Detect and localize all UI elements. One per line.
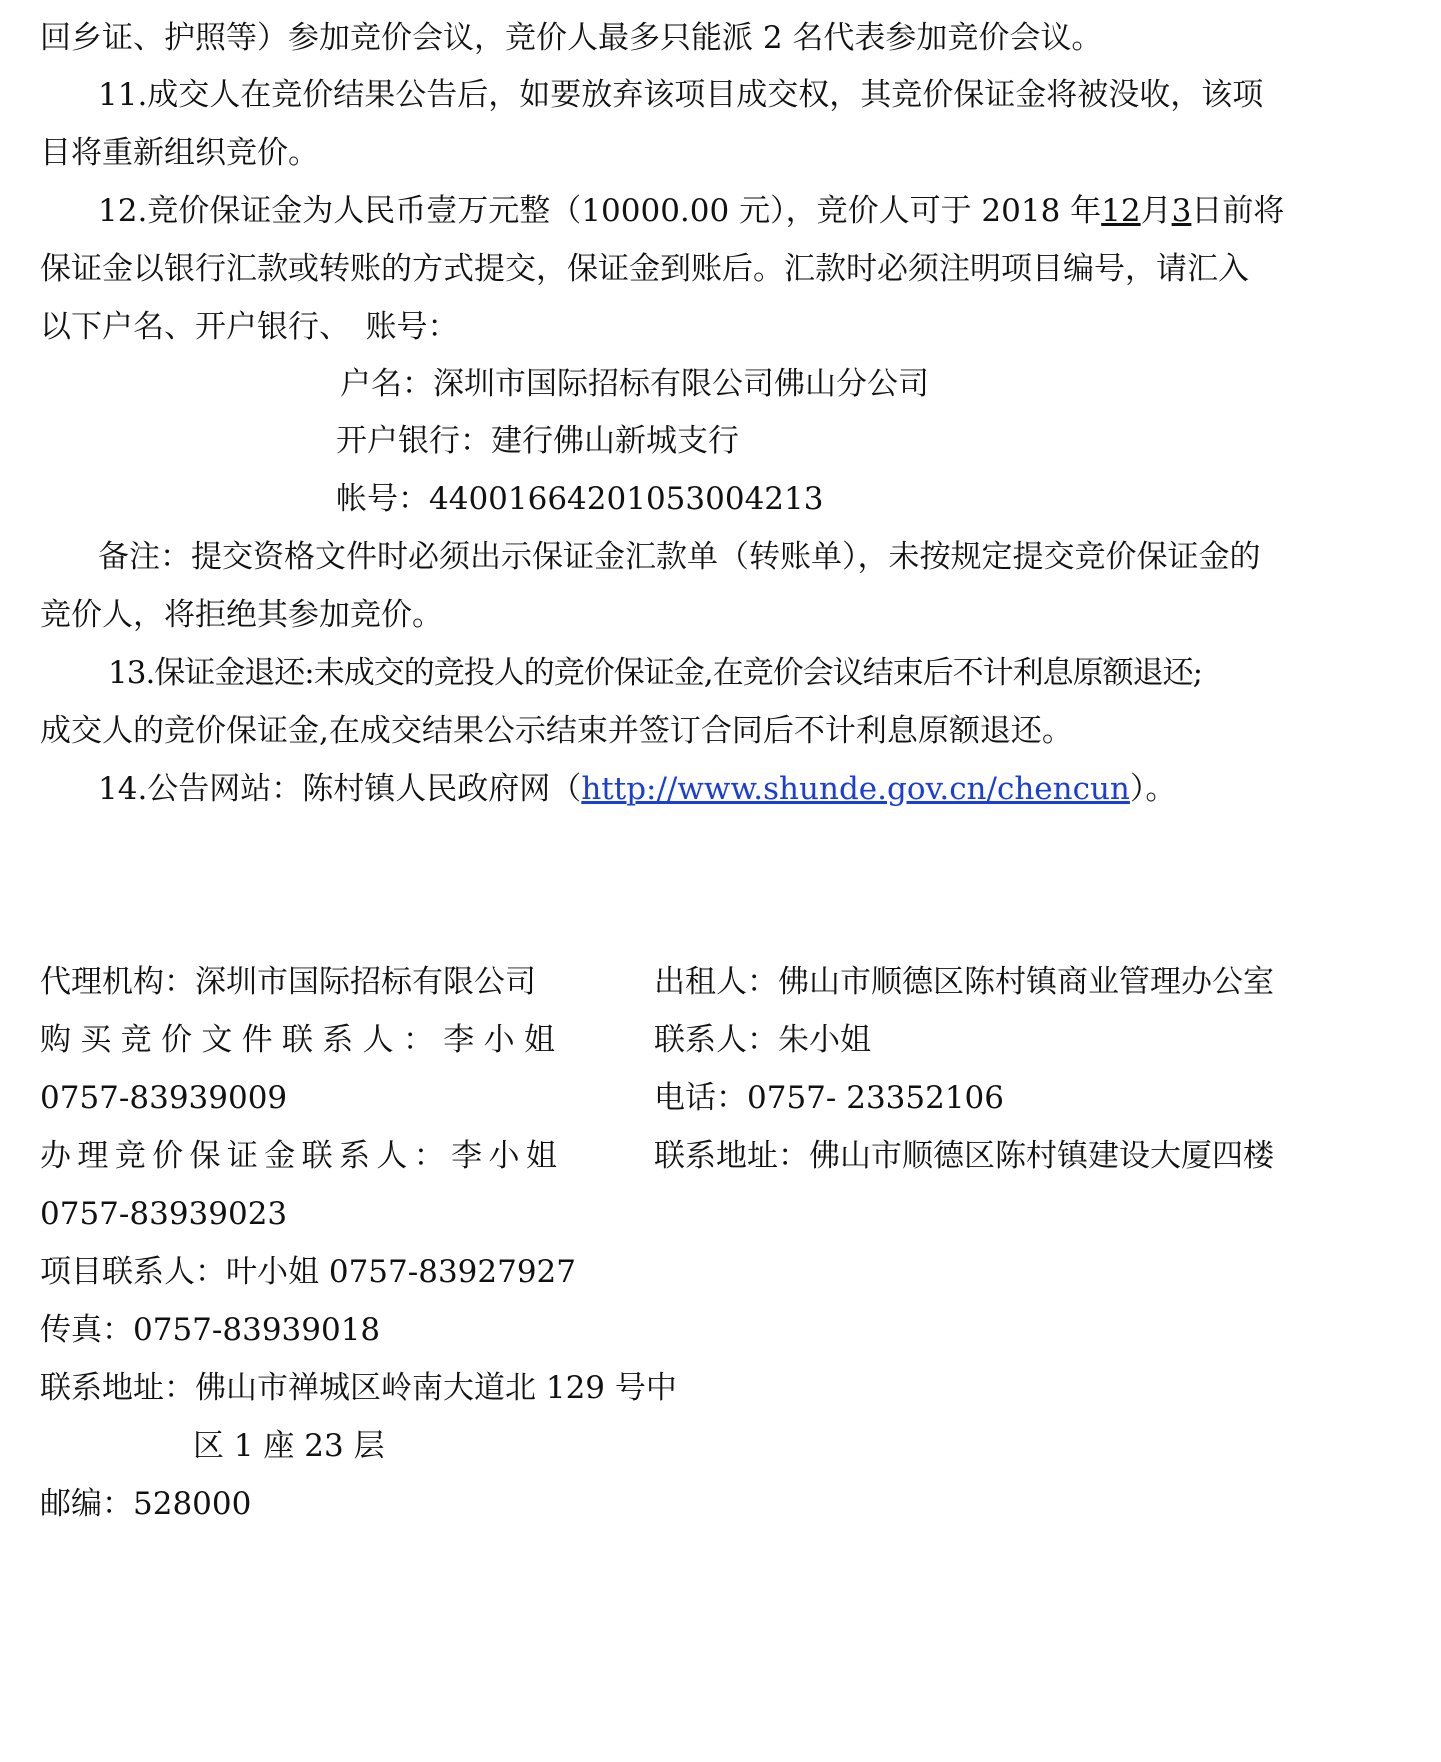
note-line-2: 竞价人，将拒绝其参加竞价。 [40, 597, 443, 633]
note-line-1: 备注：提交资格文件时必须出示保证金汇款单（转账单），未按规定提交竞价保证金的 [98, 539, 1261, 575]
paragraph-14 [98, 769, 1176, 809]
char: 竞 [114, 1138, 146, 1174]
char: 件 [241, 1022, 273, 1058]
char: 联 [281, 1022, 313, 1058]
lessor-name: 出租人：佛山市顺德区陈村镇商业管理办公室 [654, 964, 1274, 1000]
char: 人 [376, 1138, 408, 1174]
paragraph-12-line-1 [98, 191, 1284, 231]
char: 保 [189, 1138, 221, 1174]
agent-address-line-1: 联系地址：佛山市禅城区岭南大道北 129 号中 [40, 1370, 677, 1406]
char: 购 [40, 1022, 71, 1058]
paragraph-10-tail: 回乡证、护照等）参加竞价会议，竞价人最多只能派 2 名代表参加竞价会议。 [40, 20, 1103, 56]
char: ： [402, 1022, 434, 1058]
account-number: 帐号：44001664201053004213 [336, 481, 824, 517]
deposit-amount-text: 12.竞价保证金为人民币壹万元整（10000.00 元），竞价人可于 2018 年 [98, 193, 1102, 229]
char: 理 [77, 1138, 109, 1174]
char: 人 [362, 1022, 394, 1058]
website-link[interactable]: http://www.shunde.gov.cn/chencun [581, 771, 1130, 807]
paragraph-11-line-2: 目将重新组织竞价。 [40, 135, 319, 171]
char: 李 [443, 1022, 475, 1058]
agent-address-line-2: 区 1 座 23 层 [193, 1428, 385, 1464]
purchase-phone: 0757-83939009 [40, 1080, 288, 1116]
char: 文 [201, 1022, 233, 1058]
deposit-phone: 0757-83939023 [40, 1196, 288, 1232]
char: 竞 [120, 1022, 152, 1058]
lessor-address: 联系地址：佛山市顺德区陈村镇建设大厦四楼 [654, 1138, 1274, 1174]
paragraph-12-line-2: 保证金以银行汇款或转账的方式提交，保证金到账后。汇款时必须注明项目编号，请汇入 [40, 251, 1249, 287]
deadline-day: 3 [1171, 193, 1192, 229]
char: 小 [483, 1022, 515, 1058]
agent-postcode: 邮编：528000 [40, 1486, 252, 1522]
account-name: 户名：深圳市国际招标有限公司佛山分公司 [340, 366, 929, 402]
lessor-phone: 电话：0757- 23352106 [654, 1080, 1005, 1116]
char: 姐 [525, 1138, 557, 1174]
website-label: 14.公告网站：陈村镇人民政府网（ [98, 771, 582, 807]
project-contact: 项目联系人：叶小姐 0757-83927927 [40, 1254, 577, 1290]
char: 价 [152, 1138, 184, 1174]
char: 联 [301, 1138, 333, 1174]
agent-fax: 传真：0757-83939018 [40, 1312, 381, 1348]
paragraph-13-line-1: 13.保证金退还:未成交的竞投人的竞价保证金,在竞价会议结束后不计利息原额退还; [108, 655, 1203, 691]
char: ： [413, 1138, 445, 1174]
char: 买 [80, 1022, 112, 1058]
char: 办 [40, 1138, 71, 1174]
paragraph-11-line-1: 11.成交人在竞价结果公告后，如要放弃该项目成交权，其竞价保证金将被没收，该项 [98, 77, 1264, 113]
month-unit: 月 [1140, 193, 1172, 229]
char: 价 [160, 1022, 192, 1058]
purchase-contact [40, 1020, 555, 1060]
paragraph-12-line-3: 以下户名、开户银行、 账号： [40, 309, 459, 345]
char: 李 [451, 1138, 483, 1174]
deadline-month: 12 [1101, 193, 1141, 229]
deadline-suffix: 日前将 [1191, 193, 1285, 229]
agent-org: 代理机构：深圳市国际招标有限公司 [40, 964, 536, 1000]
website-suffix: ）。 [1129, 771, 1177, 807]
lessor-contact: 联系人：朱小姐 [654, 1022, 871, 1058]
char: 金 [264, 1138, 296, 1174]
char: 系 [322, 1022, 354, 1058]
account-bank: 开户银行：建行佛山新城支行 [336, 423, 739, 459]
deposit-contact [40, 1136, 557, 1176]
char: 姐 [523, 1022, 555, 1058]
char: 小 [488, 1138, 520, 1174]
paragraph-13-line-2: 成交人的竞价保证金,在成交结果公示结束并签订合同后不计利息原额退还。 [40, 713, 1073, 749]
char: 证 [226, 1138, 258, 1174]
char: 系 [339, 1138, 370, 1174]
